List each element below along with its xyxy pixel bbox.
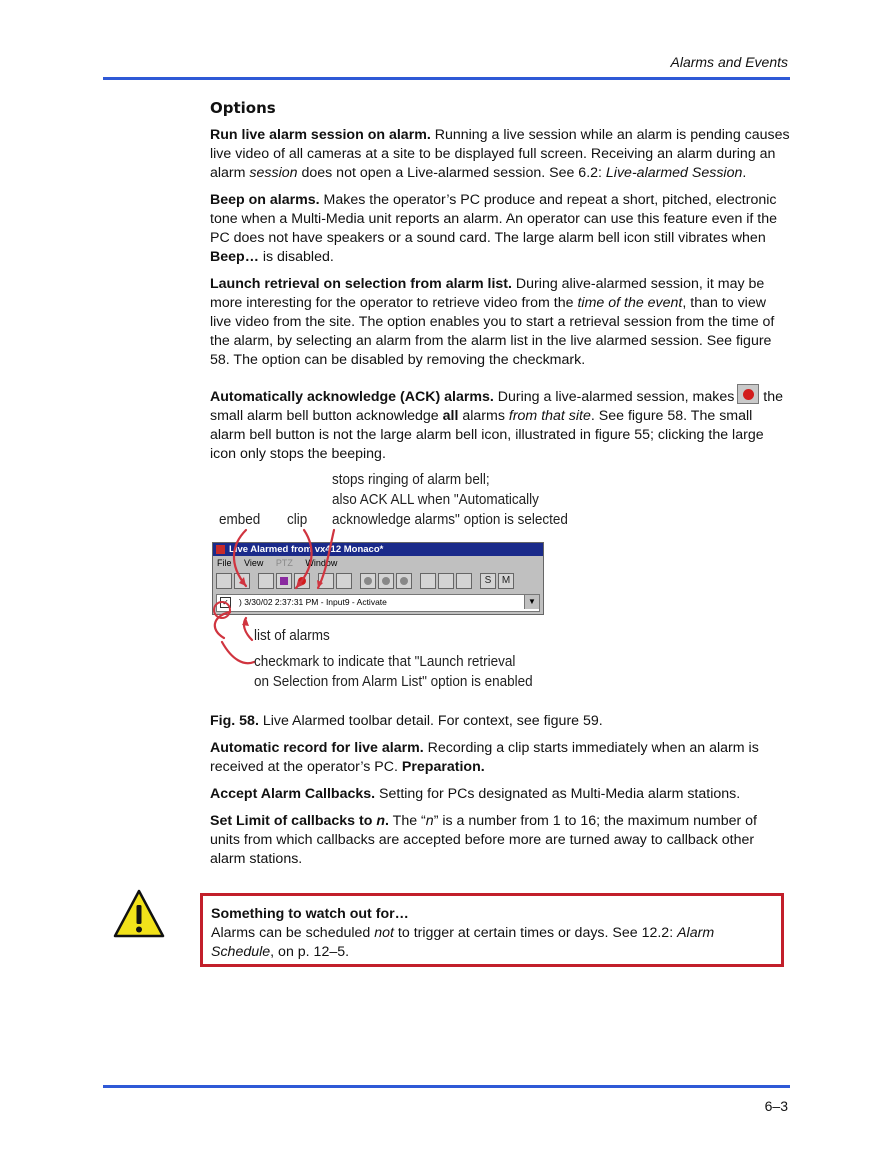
text-italic: session (249, 165, 298, 181)
warning-body (211, 924, 773, 962)
paragraph-limit-callbacks (210, 812, 790, 869)
warning-callout (200, 893, 784, 967)
text: The “ (388, 813, 426, 829)
option-accept-callbacks-label: Accept Alarm Callbacks. (210, 786, 376, 802)
text: Setting for PCs designated as Multi-Media alarm stations. (375, 786, 741, 802)
annotation-embed: embed (219, 511, 261, 528)
figure-toolbar-detail (210, 472, 590, 702)
paragraph-beep (210, 191, 790, 267)
text-italic: from that site (508, 408, 591, 424)
text-bold: Preparation. (401, 759, 485, 775)
paragraph-auto-ack (210, 384, 790, 464)
option-beep-label: Beep on alarms. (210, 192, 320, 208)
option-launch-label: Launch retrieval on selection from alarm list. (210, 276, 512, 292)
window-title: Live Alarmed from vx412 Monaco* (213, 543, 543, 556)
paragraph-accept-callbacks (210, 785, 790, 804)
text: During alive-alarmed session, it may be more interesting for the operator to retrieve video from the (210, 276, 765, 311)
page-content (210, 99, 790, 877)
option-run-live-label: Run live alarm session on alarm. (210, 127, 431, 143)
arrow-bell (318, 530, 334, 588)
option-auto-ack-label: Automatically acknowledge (ACK) alarms. (210, 389, 494, 405)
text: to trigger at certain times or days. See 12.2: (393, 925, 678, 941)
annotation-checkmark-2: on Selection from Alarm List" option is enabled (254, 673, 533, 690)
caption-label: Fig. 58. (210, 713, 259, 729)
menu-window[interactable]: Window (305, 558, 338, 568)
annotation-list-of-alarms: list of alarms (254, 627, 330, 644)
paragraph-launch (210, 275, 790, 370)
arrow-checkmark (222, 642, 254, 663)
page-number: 6–3 (764, 1098, 788, 1114)
text-italic: Alarm Schedule (211, 925, 715, 960)
paragraph-auto-record (210, 739, 790, 777)
text-bold: . (385, 813, 389, 829)
warning-title: Something to watch out for… (211, 906, 409, 922)
alarm-list-value: ) 3/30/02 2:37:31 PM - Input9 - Activate (239, 597, 387, 607)
arrow-clip (296, 530, 312, 588)
text: , than to view live video from the site. The option enables you to start a retrieval session from the time of the alarm, by selecting an alarm from the alarm list in the live alarmed session. See figure 58. The option can be disabled by removing the checkmark. (210, 295, 775, 368)
text-italic: n (425, 813, 434, 829)
text: . See figure 58. The small alarm bell button is not the large alarm bell icon, illustrated in figure 55; clicking the large icon only stops the beeping. (210, 408, 764, 462)
annotation-checkmark-1: checkmark to indicate that "Launch retrieval (254, 653, 516, 670)
text: ” is a number from 1 to 16; the maximum number of units from which callbacks are accepted before more are turned away to callback other alarm stations. (210, 813, 757, 867)
text: is disabled. (258, 249, 334, 265)
text: the small alarm bell button acknowledge (210, 389, 783, 424)
arrow-embed (234, 530, 246, 586)
option-auto-record-label: Automatic record for live alarm. (210, 740, 424, 756)
text-italic: time of the event (577, 295, 683, 311)
figure-caption (210, 712, 790, 731)
warning-icon (112, 888, 166, 940)
text: does not open a Live-alarmed session. See 6.2: (297, 165, 606, 181)
footer-rule (103, 1085, 790, 1088)
text: During a live-alarmed session, makes (493, 389, 735, 405)
header-title: Alarms and Events (670, 54, 788, 70)
annotation-stops-ringing-3: acknowledge alarms" option is selected (332, 511, 568, 528)
text: . (742, 165, 747, 181)
text-italic: Live-alarmed Session (605, 165, 743, 181)
section-heading: Options (210, 99, 276, 117)
text: Alarms can be scheduled (211, 925, 375, 941)
alarm-bell-icon (737, 384, 759, 404)
text-bold-italic: n (376, 813, 386, 829)
s-button[interactable]: S (480, 573, 496, 589)
caption-text: Live Alarmed toolbar detail. For context, see figure 59. (258, 713, 603, 729)
launch-retrieval-checkbox[interactable]: ✓ (220, 597, 231, 608)
annotation-stops-ringing-2: also ACK ALL when "Automatically (332, 491, 539, 508)
m-button[interactable]: M (498, 573, 514, 589)
text-bold: Beep… (210, 249, 259, 265)
text-bold: all (442, 408, 459, 424)
text: Makes the operator’s PC produce and repeat a short, pitched, electronic tone when a Multi-Media unit reports an alarm. An operator can use this feature even if the PC does not have speakers or a sound card. The large alarm bell icon still vibrates when (210, 192, 778, 246)
text: Running a live session while an alarm is pending causes live video of all cameras at a site to be displayed full screen. Receiving an alarm during an alarm (210, 127, 790, 181)
text: alarms (458, 408, 509, 424)
text: , on p. 12–5. (270, 944, 350, 960)
option-limit-callbacks-label: Set Limit of callbacks to (210, 813, 377, 829)
paragraph-run-live (210, 126, 790, 183)
annotation-stops-ringing-1: stops ringing of alarm bell; (332, 471, 490, 488)
text-italic: not (374, 925, 394, 941)
dropdown-arrow-icon[interactable]: ▼ (524, 595, 539, 609)
text: Recording a clip starts immediately when an alarm is received at the operator’s PC. (210, 740, 759, 775)
header-rule (103, 77, 790, 80)
menu-file[interactable]: File (217, 558, 232, 568)
annotation-clip: clip (287, 511, 308, 528)
menu-ptz[interactable]: PTZ (275, 558, 293, 568)
menu-view[interactable]: View (244, 558, 264, 568)
